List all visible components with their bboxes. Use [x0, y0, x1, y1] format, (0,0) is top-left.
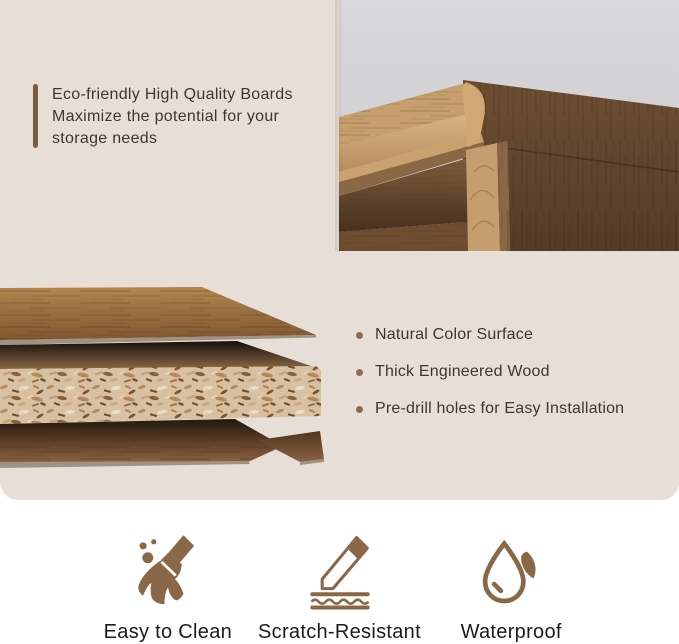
- product-photo: [339, 0, 679, 251]
- hero-heading: Eco-friendly High Quality Boards: [52, 86, 293, 103]
- hero-subheading: Maximize the potential for your storage needs: [52, 108, 280, 147]
- bullet-dot-icon: [356, 369, 363, 376]
- bottom-features-row: [82, 534, 597, 644]
- feature-easy-to-clean: [82, 534, 254, 644]
- water-drop-icon: [475, 534, 547, 610]
- scratch-resistant-icon: [302, 534, 378, 610]
- list-item: [356, 359, 666, 385]
- broom-icon: [130, 534, 206, 610]
- board-feature-list: [356, 322, 666, 433]
- list-item-label: Thick Engineered Wood: [375, 363, 550, 380]
- particle-board-core: [0, 366, 321, 424]
- feature-label: Scratch-Resistant: [258, 621, 421, 643]
- feature-label: Easy to Clean: [103, 621, 233, 643]
- list-item-label: Pre-drill holes for Easy Installation: [375, 400, 625, 417]
- bullet-dot-icon: [356, 406, 363, 413]
- list-item: [356, 396, 666, 422]
- list-item-label: Natural Color Surface: [375, 326, 534, 343]
- headline-block: [52, 84, 337, 150]
- feature-label: Waterproof: [460, 621, 562, 643]
- layered-board-graphic: [0, 280, 330, 475]
- feature-scratch-resistant: [254, 534, 426, 644]
- photo-edge-shadow: [335, 0, 343, 251]
- accent-bar: [33, 84, 38, 148]
- bottom-veneer-edge: [0, 461, 250, 468]
- core-top-shadow: [0, 341, 314, 369]
- feature-waterproof: [425, 534, 597, 644]
- cabinet-corner-photo-graphic: [339, 0, 679, 251]
- list-item: [356, 322, 666, 348]
- bullet-dot-icon: [356, 332, 363, 339]
